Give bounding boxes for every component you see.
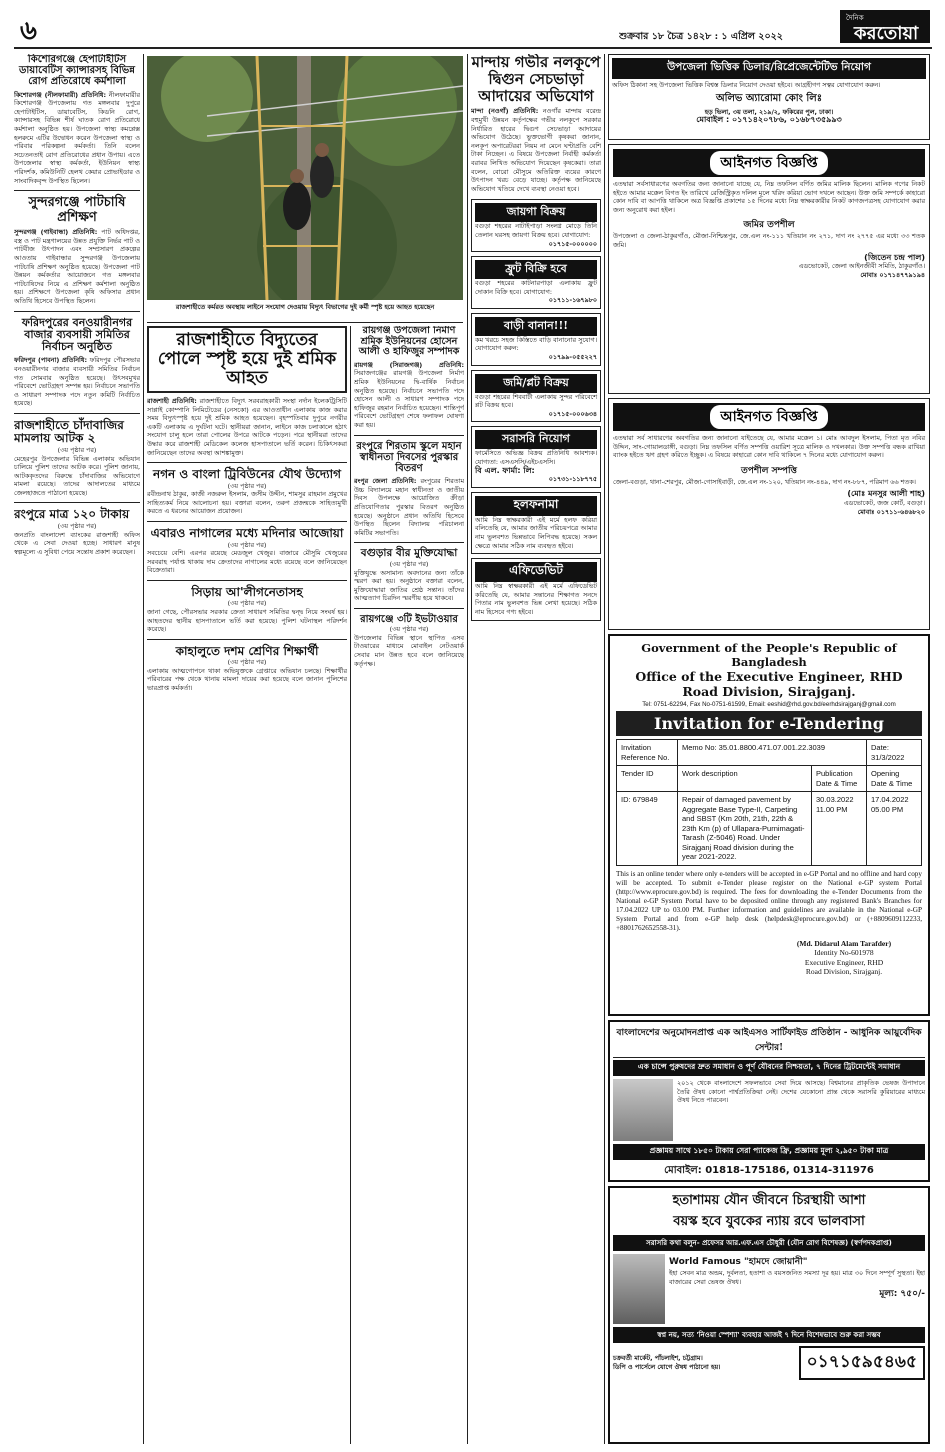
- tender-gov: Government of the People's Republic of Bangladesh: [641, 641, 897, 669]
- story-text: মুক্তিযুদ্ধে অসামান্য অবদানের জন্য তাঁকে স্মরণ করা হয়। অনুষ্ঠানে বক্তারা বলেন, মুক্তিযোদ্ধারা জাতির শ্রেষ্ঠ সন্তান। তাঁদের আত্মত্যাগ চিরদিন স্মরণীয় হয়ে থাকবে।: [354, 568, 464, 603]
- story-body: [147, 397, 347, 457]
- continuation-note: (৩য় পৃষ্ঠার পর): [389, 560, 429, 569]
- masthead-title: করতোয়া: [854, 23, 919, 43]
- story-headline: রংপুরে মাত্র ১২০ টাকায়: [14, 507, 130, 522]
- health-ad-offer: প্রজ্ঞাময় সাথে ১৮৫০ টাকায় সেরা প্যাকেজ ফ্রি, প্রজ্ঞাময় মূল্য ২,৯৫০ টাকা মাত্র: [613, 1144, 925, 1160]
- dealer-ad-text: অফিস ঠিকানা সহ উপজেলা ভিত্তিক বিশ্বস্ত ডিলার নিয়োগ দেওয়া হইবে। আগ্রহীগণ সত্বর যোগাযোগ করুন।: [612, 81, 881, 89]
- hope-ad-price: মূল্য: ৭৫০/-: [879, 1289, 925, 1300]
- news-photo-illustration: [147, 56, 463, 300]
- lead-headline-box: [147, 326, 347, 393]
- story-text: পাট অধিদপ্তর, বস্ত্র ও পাট মন্ত্রণালয়ের উন্নত প্রযুক্তি নির্ভর পাট ও পাটবীজ উৎপাদন এবং সম্প্রসারণ প্রকল্পের আওতায় গাইবান্ধার সুন্দরগঞ্জ উপজেলায় পাটচাষি প্রশিক্ষণ অনুষ্ঠিত হয়েছে। উপজেলা পাট উন্নয়ন কর্মকর্তার আয়োজনে গত মঙ্গলবার পাটচাষিদের নিয়ে এ প্রশিক্ষণ কর্মশালা অনুষ্ঠিত হয়। প্রশিক্ষণে উপজেলা কৃষি অফিসার প্রধান অতিথি হিসেবে উপস্থিত ছিলেন।: [14, 228, 140, 305]
- story-headline: মান্দায় গভীর নলকূপে দ্বিগুন সেচভাড়া আদায়ের অভিযোগ: [471, 54, 601, 105]
- header-rule: [14, 47, 932, 49]
- column-divider: [143, 54, 144, 1444]
- story-headline: ফরিদপুরের বনওয়ারীনগর বাজার ব্যবসায়ী সমিতির নির্বাচন অনুষ্ঠিত: [21, 315, 133, 354]
- continuation-note: (৩য় পৃষ্ঠার পর): [57, 521, 97, 530]
- tender-date: Date: 31/3/2022: [867, 740, 922, 766]
- tender-col-header: Opening Date & Time: [867, 766, 922, 792]
- story-headline: কিশোরগঞ্জে হেপাটাইটিস ডায়াবেটিস ক্যান্সারসহ বিভিন্ন রোগ প্রতিরোধে কর্মশালা: [19, 54, 135, 88]
- story-headline: বগুড়ার বীর মুক্তিযোদ্ধা: [360, 547, 458, 560]
- story-text: জানা গেছে, পৌরসভার সরকার ক্রেতা সাধারণ সমিতির দ্বন্দ্ব নিয়ে সংঘর্ষ হয়। আহতদের স্থানীয় হাসপাতালে ভর্তি করা হয়েছে। পুলিশ ঘটনাস্থল পরিদর্শন করেছে।: [147, 607, 347, 634]
- tender-ref-row: [617, 740, 922, 766]
- page-number: ৬: [20, 16, 37, 46]
- story-text: রংপুরের শিরতাম উচ্চ বিদ্যালয়ে মহান স্বাধীনতা ও জাতীয় দিবস উপলক্ষে আয়োজিত ক্রীড়া প্রতিযোগিতার পুরস্কার বিতরণ অনুষ্ঠিত হয়েছে। অনুষ্ঠানে প্রধান অতিথি হিসেবে উপস্থিত ছিলেন বিদ্যালয় পরিচালনা কমিটির সভাপতি।: [354, 477, 464, 537]
- story-text: সবচেয়ে বেশি। এরপর রয়েছে মেডজুল খেজুর। বাজারে মৌসুমি খেজুরের সরবরাহ পর্যাপ্ত থাকায় দাম ক্রেতাদের নাগালের মধ্যে রয়েছে বলে জানিয়েছেন বিক্রেতারা।: [147, 549, 347, 575]
- dealer-ad-title: উপজেলা ভিত্তিক ডিলার/রিপ্রেজেন্টেটিভ নিয়োগ: [612, 58, 926, 79]
- tender-memo: Memo No: 35.01.8800.471.07.001.22.3039: [678, 740, 867, 766]
- tender-signer: (Md. Didarul Alam Tarafder): [796, 938, 892, 948]
- classified-ad-phone: ০১৭৩১-১১৮৭৭৫: [548, 475, 597, 484]
- story-headline: রাজশাহীতে চাঁদাবাজির মামলায় আটক ২: [14, 418, 124, 446]
- health-ad-title: বাংলাদেশের অনুমোদনপ্রাপ্ত এক আইএসও সার্টিফাইড প্রতিষ্ঠান - আধুনিক আয়ুর্বেদিক সেন্টার!: [613, 1025, 925, 1058]
- classified-ad-title: জায়গা বিক্রয়: [475, 203, 597, 222]
- classified-ad: [471, 199, 601, 252]
- column-2: [147, 326, 347, 1444]
- story-headline: এবারও নাগালের মধ্যে মদিনার আজোয়া: [150, 526, 344, 541]
- tender-table: [616, 739, 922, 866]
- story-text: এলাকায় আত্মগোপনে থাকা অভিযুক্তকে গ্রেপ্তারে অভিযান চলছে। শিক্ষার্থীর পরিবারের পক্ষ থেকে থানায় মামলা দায়ের করা হয়েছে বলে জানান পুলিশের ভারপ্রাপ্ত কর্মকর্তা।: [147, 666, 347, 692]
- story-text: রবীন্দ্রনাথ ঠাকুর, কাজী নজরুল ইসলাম, জসীম উদ্দীন, শামসুর রাহমান প্রমুখের সাহিত্যকর্ম নিয়ে আলোচনা হয়। বক্তারা বলেন, তরুণ প্রজন্মকে সাহিত্যমুখী করতে এ ধরনের আয়োজন প্রয়োজন।: [147, 490, 347, 516]
- classified-ad-phone: ০১৭৯৯-০৫৫২২৭: [548, 353, 597, 362]
- story-text: মেহেরপুর উপজেলার বিভিন্ন এলাকায় অভিযান চালিয়ে পুলিশ তাদের আটক করে। পুলিশ জানায়, আটককৃতদের বিরুদ্ধে চাঁদাবাজির অভিযোগে মামলা রয়েছে। তাদের আদালতের মাধ্যমে জেলহাজতে পাঠানো হয়েছে।: [14, 454, 140, 497]
- news-photo: [147, 56, 463, 300]
- classified-ad-title: ফ্রুট বিক্রি হবে: [475, 260, 597, 279]
- tender-col-header: Publication Date & Time: [812, 766, 867, 792]
- legal-notice-title-text: আইনগত বিজ্ঞপ্তি: [710, 151, 827, 175]
- continuation-note: (৩য় পৃষ্ঠার পর): [57, 445, 97, 454]
- dealer-ad: [608, 54, 930, 140]
- classified-ad-phone: ০১৭১৫-০০০৬৩৪: [548, 409, 597, 418]
- hope-ad-delivery: ডিপি ও পার্সেলে যোগে ঔষধ পাঠানো হয়।: [613, 1363, 721, 1371]
- classified-ad-title: সরাসরি নিয়োগ: [475, 430, 597, 449]
- story-headline: রংপুরে শিরতাম স্কুলে মহান স্বাধীনতা দিবসের পুরস্কার বিতরণ: [356, 440, 462, 474]
- column-3: [354, 326, 464, 1444]
- classified-ad-title: বাড়ী বানান!!!: [475, 317, 597, 336]
- legal-notice: [608, 144, 930, 394]
- hope-ad-footer: [613, 1346, 925, 1380]
- story-byline: কিশোরগঞ্জ (নীলফামারী) প্রতিনিধি:: [14, 90, 107, 99]
- tender-post: Executive Engineer, RHD: [804, 957, 884, 967]
- tender-contacts: Tel: 0751-62294, Fax No-0751-61599, Email: eeshid@rhd.gov.bd/eerhdsirajganj@gmail.com: [642, 701, 896, 708]
- story-text: সিরাজগঞ্জের রায়গঞ্জ উপজেলা নির্মাণ শ্রমিক ইউনিয়নের দ্বি-বার্ষিক নির্বাচন অনুষ্ঠিত হয়েছে। নির্বাচনে সভাপতি পদে হোসেন আলী ও সাধারণ সম্পাদক পদে হাফিজুর রহমান নির্বাচিত হয়েছেন। শান্তিপূর্ণ পরিবেশে ভোটগ্রহণ শেষে ফলাফল ঘোষণা করা হয়।: [354, 369, 464, 430]
- story-byline: মান্দা (নওগাঁ) প্রতিনিধি:: [471, 107, 539, 116]
- doctor-photo: [613, 1254, 665, 1324]
- hope-ad-bottom-line: স্বপ্ন নয়, সত্য 'নিওয়া স্পেশ্যা' ব্যবহার আজই ৭ দিনে বিশেষভাবে শুরু করা সম্ভব: [613, 1327, 925, 1343]
- tender-id: ID: 679849: [617, 792, 678, 866]
- story-body: [354, 477, 464, 537]
- health-ad-phone: মোবাইল: 01818-175186, 01314-311976: [664, 1165, 874, 1176]
- story-body: [354, 361, 464, 430]
- classified-ad-title: জমি/প্লট বিক্রয়: [475, 374, 597, 393]
- classified-ad-text: ফার্মেসিতে অভিজ্ঞ বিক্রয় প্রতিনিধি আবশ্যক। যোগ্যতা: এসএসসি/এইচএসসি।: [475, 449, 597, 467]
- tender-notice: [608, 634, 930, 1016]
- story-text: নীলফামারীর কিশোরগঞ্জ উপজেলায় গত মঙ্গলবার দুপুরে হেপাটাইটিস, ডায়াবেটিস, কিডনি রোগ, ক্যান্সারসহ বিভিন্ন শীর্ষ ঘাতক রোগ প্রতিরোধে কর্মশালা অনুষ্ঠিত হয়। উপজেলা স্বাস্থ্য কমপ্লেক্স হলরুমে এটির উদ্বোধন করেন উপজেলা স্বাস্থ্য ও পরিবার পরিকল্পনা কর্মকর্তা। তিনি বলেন সচেতনতাই রোগ প্রতিরোধের প্রধান উপায়। এতে উপজেলার স্বাস্থ্য কর্মকর্তা, ইউনিয়ন স্বাস্থ্য পরিদর্শক, কমিউনিটি হেলথ কেয়ার প্রোভাইডার ও সাংবাদিকবৃন্দ উপস্থিত ছিলেন।: [14, 90, 140, 185]
- classified-ad: [471, 256, 601, 309]
- page-header: [14, 8, 932, 46]
- signer-name: (মোঃ মনসুর আলী শাহ): [847, 489, 925, 499]
- tender-banner: Invitation for e-Tendering: [616, 711, 922, 736]
- tender-publication: 30.03.2022 11.00 PM: [812, 792, 867, 866]
- classified-ad-text: বগুড়া শহরের কাটনারপাড়া এলাকায় ফ্রুট দোকান বিক্রি হবে। যোগাযোগ:: [475, 279, 597, 296]
- tender-division: Road Division, Sirajganj.: [682, 684, 856, 699]
- legal-ad-text: আমি নিম্ন স্বাক্ষরকারী এই মর্মে হলফ করিয়া বলিতেছি যে, আমার জাতীয় পরিচয়পত্রে আমার নাম ভুলবশত ভিন্নভাবে লিপিবদ্ধ হয়েছে। সকল ক্ষেত্রে আমার সঠিক নাম ব্যবহৃত হইবে।: [475, 515, 597, 550]
- legal-ad: [471, 492, 601, 554]
- health-ad-content: [613, 1079, 925, 1141]
- classified-ad-phone: ০১৭১১-১৬৭৯৮০: [548, 296, 597, 305]
- schedule-text: জেলা-বগুড়া, থানা-শেরপুর, মৌজা-গোসাইবাড়ী, জে.এল নং-১২০, খতিয়ান নং-৪৪৯, দাগ নং-৮৮৭, পরিমাণ ৬৬ শতক।: [613, 477, 916, 486]
- story-body: [14, 228, 140, 305]
- story-byline: সুন্দরগঞ্জ (গাইবান্ধা) প্রতিনিধি:: [14, 228, 98, 237]
- story-byline: রাজশাহী প্রতিনিধি:: [147, 397, 197, 406]
- hope-ad-product-text: ইহা সেবন মাত্র অন্ডম, দুর্বলতা, হতাশা ও বয়সজনিত সমস্যা দূর হয়। মাত্র ৩০ দিনে সম্পূর্ণ সুস্থতা। ইহা বাজারের সেরা ভেষজ ঔষধ।: [669, 1269, 925, 1286]
- hope-ad-product-title: World Famous "হামদে জোয়ানী": [669, 1257, 808, 1267]
- hope-ad-phone: ০১৭১৫৯৫৪৬৫: [799, 1346, 925, 1380]
- story-text: রাজশাহীতে বিদ্যুৎ সরবরাহকারী সংস্থা নর্দান ইলেকট্রিসিটি সাপ্লাই কোম্পানি লিমিটেডের (নেসকো) এর আওতাধীন এলাকায় কাজ করার সময় বিদ্যুৎস্পৃষ্ট হয়ে দুই শ্রমিক আহত হয়েছেন। বৃহস্পতিবার দুপুরে নগরীর একটি এলাকায় এ দুর্ঘটনা ঘটে। স্থানীয়রা জানান, লাইনে কাজ চলাকালে হঠাৎ সংযোগ চালু হলে তারা পোলের উপরে আটকে পড়েন। পরে স্থানীয়রা তাদের উদ্ধার করে রাজশাহী মেডিকেল কলেজ হাসপাতালে ভর্তি করেন। চিকিৎসকরা জানিয়েছেন তাদের অবস্থা আশঙ্কামুক্ত।: [147, 397, 347, 457]
- health-ad: [608, 1020, 930, 1182]
- hope-ad-address: চক্রবর্তী মার্কেট, পাঁচলাইশ, চট্টগ্রাম।: [613, 1354, 703, 1363]
- legal-notice-text: এতদ্বারা সর্ব সাধারণের অবগতির জন্য জানানো যাইতেছে যে, আমার মক্কেল ১। মোঃ আবদুল ইসলাম, পিতা মৃত নবির উদ্দিন, সাং-গোয়ালডাঙ্গী, বগুড়া। নিম্ন তফসিল বর্ণিত সম্পত্তি ওয়ারিশ সূত্রে মালিক ও দখলকার। উক্ত সম্পত্তি বন্ধক রাখিয়া ব্যাংক হইতে ঋণ গ্রহণ করিতে ইচ্ছুক। এ বিষয়ে কাহারো কোন দাবি থাকিলে ৭ দিনের মধ্যে যোগাযোগ করুন।: [613, 434, 925, 460]
- masthead-logo: [840, 10, 930, 43]
- tender-signature: [766, 939, 922, 977]
- continuation-note: (৩য় পৃষ্ঠার পর): [227, 658, 267, 667]
- continuation-note: (৩য় পৃষ্ঠার পর): [227, 481, 267, 490]
- story-headline: সুন্দরগঞ্জে পাটচাষি প্রশিক্ষণ: [28, 195, 126, 225]
- classified-ad: [471, 426, 601, 487]
- story-headline: নগন ও বাংলা ট্রিবিউনের যৌথ উদ্যোগ: [153, 467, 341, 482]
- continuation-note: (৩য় পৃষ্ঠার পর): [227, 540, 267, 549]
- hope-ad: [608, 1186, 930, 1444]
- classified-ad-text: কম খরচে সহজ কিস্তিতে বাড়ি বানানোর সুযোগ। যোগাযোগ করুন:: [475, 335, 597, 353]
- story-byline: ফরিদপুর (পাবনা) প্রতিনিধি:: [14, 356, 87, 365]
- health-ad-subtitle: এক চান্সে পুরুষদের দ্রুত সমাধান ও পূর্ণ যৌবনের নিশ্চয়তা, ৭ দিনের ট্রিটমেন্টেই সমাধান: [613, 1060, 925, 1076]
- column-1: [14, 54, 140, 1444]
- hope-ad-line2: বয়স্ক হবে যুবকের ন্যায় রবে ভালবাসা: [673, 1214, 865, 1229]
- tender-place: Road Division, Sirajganj.: [805, 967, 883, 976]
- schedule-title: তপশীল সম্পত্তি: [741, 465, 797, 476]
- legal-notice-title: [613, 403, 925, 431]
- story-body: [14, 356, 140, 408]
- continuation-note: (৩য় পৃষ্ঠার পর): [227, 599, 267, 608]
- photo-bottom-rule: [147, 322, 463, 323]
- classified-ad-text: বগুড়া শহরের শিববাটী এলাকায় সুন্দর পরিবেশে প্লট বিক্রয় হবে।: [475, 392, 597, 410]
- schedule-text: উপজেলা ও জেলা-ঠাকুরগাঁও, মৌজা-নিশ্চিন্তপুর, জে.এল নং-১১১ খতিয়ান নং ২৭১, দাগ নং ২৭৭৫ এর মধ্যে ৩৩ শতক জমি।: [613, 232, 925, 249]
- legal-notice-signature: [613, 254, 925, 280]
- legal-ad-text: আমি নিম্ন স্বাক্ষরকারী এই মর্মে এফিডেভিট করিতেছি যে, আমার সন্তানের শিক্ষাগত সনদে পিতার নাম ভুলবশত ভিন্ন লেখা হয়েছে। সঠিক নাম হিসেবে গণ্য হইবে।: [475, 582, 597, 616]
- hope-ad-strip: সরাসরি কথা বলুন- প্রফেসর আর.এফ.এস চৌধুরী (যৌন রোগ বিশেষজ্ঞ) (স্বর্ণপদকপ্রাপ্ত): [613, 1235, 925, 1251]
- story-headline: সিড়ায় আ'লীগনেতাসহ: [191, 584, 303, 599]
- tender-note: This is an online tender where only e-tenders will be accepted in e-GP Portal and no offline and hard copy will be accepted. To submit e-Tender please register on the National e-GP system Portal (http://www.eprocure.gov.bd) is required. The fees for downloading the e-Tender Documents from the National e-GP System Portal have to be deposited online through any registered Bank's Branches for 17.04.2022 UP to 03.00 PM. Further information and guidelines are available in the National e-GP System Portal and from e-GP help desk (helpdesk@eprocure.gov.bd) or (+8809609112233, +8801762652558-31).: [616, 869, 922, 932]
- classified-ad-phone: ০১৭১৫-০০০০০০: [548, 239, 597, 248]
- hope-ad-line1: হতাশাময় যৌন জীবনে চিরস্থায়ী আশা: [672, 1193, 866, 1208]
- story-body: [14, 91, 140, 186]
- photo-caption: রাজশাহীতে কর্মরত অবস্থায় লাইনে সংযোগ দেওয়ায় বিদ্যুৎ বিভাগের দুই কর্মী স্পৃষ্ট হয়ে আহত হয়েছেন: [175, 303, 435, 311]
- classified-ad: [471, 313, 601, 366]
- classified-ad-text: বগুড়া শহরের নাটাইপাড়া সংলগ্ন মোড়ে তিনি তেলান ঘরসহ জায়গা বিক্রয় হবে। যোগাযোগ:: [475, 222, 597, 239]
- story-text: উপজেলার বিভিন্ন স্থানে স্থাপিত এসব টাওয়ারের মাধ্যমে মোবাইল নেটওয়ার্ক সেবার মান উন্নত হবে বলে জানিয়েছে কর্তৃপক্ষ।: [354, 633, 464, 668]
- tender-office: Office of the Executive Engineer, RHD: [635, 669, 903, 684]
- masthead-small: দৈনিক: [846, 14, 864, 22]
- schedule-title: জমির তপশীল: [743, 220, 795, 231]
- legal-notice: [608, 398, 930, 630]
- classified-ad: [471, 370, 601, 423]
- legal-notice-title: [613, 149, 925, 177]
- story-headline: রায়গঞ্জ উপজেলা নির্মাণ শ্রমিক ইউনিয়নের হোসেন আলী ও হাফিজুর সম্পাদক: [358, 326, 460, 358]
- tender-identity: Identity No-601978: [814, 948, 874, 957]
- signer-phone: মোবাঃ ০১৭১৪৭৭৯১৯৪: [860, 270, 925, 279]
- dealer-ad-company: অলিভ অ্যারোমা কোং লিঃ: [715, 92, 823, 104]
- story-text: জনপ্রতি বাংলাদেশ ব্যাংকের রাজশাহী অফিস থেকে এ সেবা দেওয়া হচ্ছে। সাধারণ মানুষ স্বল্পমূল্যে এ সুবিধা পেয়ে সন্তোষ প্রকাশ করেছেন।: [14, 530, 140, 556]
- tender-ref-label: Invitation Reference No.: [617, 740, 678, 766]
- legal-ad-title: হলফনামা: [475, 496, 597, 516]
- legal-ad: [471, 558, 601, 620]
- dealer-ad-address: হড় ভিলা, ৩য় তলা, ২১৯/২, ফকিরের পুল, ঢাকা।: [704, 107, 834, 116]
- health-ad-text: ২০১২ থেকে বাংলাদেশে সফলভাবে সেবা দিয়ে আসছে। বিশ্বমানের প্রাকৃতিক ভেষজ উপাদানে তৈরি ঔষধ কোনো পার্শ্বপ্রতিক্রিয়া নেই। দেশের যেকোনো প্রান্ত থেকে সরাসরি কুরিয়ারের মাধ্যমে ঔষধ নিতে পারবেন।: [677, 1079, 925, 1105]
- column-divider: [467, 54, 468, 1444]
- story-headline: কাহালুতে দশম শ্রেণির শিক্ষার্থী: [175, 643, 319, 658]
- tender-header-row: [617, 766, 922, 792]
- column-divider: [604, 54, 605, 1444]
- story-text: নওগাঁর মান্দায় বরেন্দ্র বহুমুখী উন্নয়ন কর্তৃপক্ষের গভীর নলকূপে সরকার নির্ধারিত হারের দ্বিগুণ সেচভাড়া আদায়ের অভিযোগ উঠেছে। ভুক্তভোগী কৃষকরা জানান, নলকূপ অপারেটররা নিয়ম না মেনে ঘণ্টাপ্রতি বেশি টাকা নিচ্ছেন। এ বিষয়ে উপজেলা নির্বাহী কর্মকর্তা বরাবর লিখিত অভিযোগ দিয়েছেন কৃষকেরা। তারা বলেন, বোরো মৌসুমে অতিরিক্ত ব্যয়ের কারণে উৎপাদন খরচ বেড়ে যাচ্ছে। কর্তৃপক্ষ জানিয়েছে অভিযোগ খতিয়ে দেখে ব্যবস্থা নেওয়া হবে।: [471, 107, 601, 193]
- tender-col-header: Tender ID: [617, 766, 678, 792]
- legal-notice-signature: [613, 490, 925, 516]
- dealer-ad-phone: মোবাইল : ০১৭১৪২০৭৮৬, ০১৬৮৭৩৫৯৯৩: [696, 115, 842, 125]
- legal-ad-title: এফিডেভিট: [475, 562, 597, 582]
- signer-name: (জিতেন চন্দ্র পাল): [864, 252, 925, 262]
- column-4: [471, 54, 601, 1444]
- story-byline: রায়গঞ্জ (সিরাজগঞ্জ) প্রতিনিধি:: [354, 360, 464, 369]
- tender-opening: 17.04.2022 05.00 PM: [867, 792, 922, 866]
- story-byline: রংপুর জেলা প্রতিনিধি:: [354, 477, 417, 486]
- signer-role: এডভোকেট, জজ কোর্ট, বগুড়া।: [843, 498, 925, 507]
- tender-description: Repair of damaged pavement by Aggregate Base Type-II, Carpeting and SBST (Km 20th, 21th, 22th & 23th Km (p) of Ullapara-Purnimagati-Tarash (Z-5046) Road. Under Sirajganj Road division during the year 2021-2022.: [678, 792, 812, 866]
- signer-role: এডভোকেট, জেলা আইনজীবী সমিতি, ঠাকুরগাঁও।: [798, 262, 925, 271]
- story-text: ফরিদপুর পৌরসভার বনওয়ারীনগর বাজার ব্যবসায়ী সমিতির নির্বাচন গত সোমবার অনুষ্ঠিত হয়েছে। উৎসবমুখর পরিবেশে ভোটগ্রহণ সম্পন্ন হয়। নির্বাচনে সভাপতি ও সাধারণ সম্পাদক পদে নতুন কমিটি নির্বাচিত হয়েছে।: [14, 356, 140, 408]
- dateline: শুক্রবার ১৮ চৈত্র ১৪২৮ : ১ এপ্রিল ২০২২: [619, 31, 783, 42]
- tender-col-header: Work description: [678, 766, 812, 792]
- legal-notice-text: এতদ্বারা সর্বসাধারণের অবগতির জন্য জানানো যাচ্ছে যে, নিম্ন তফসিল বর্ণিত জমির মালিক ছিলেন। মালিক গণের নিকট হইতে আমার মক্কেল বিগত ইং তারিখে রেজিস্ট্রিকৃত দলিল মূলে খরিদ করিয়া ভোগ দখলে আছেন। উক্ত জমি সম্পর্কে কাহারো কোন দাবি বা আপত্তি থাকিলে অত্র বিজ্ঞপ্তি প্রকাশের ১৫ দিনের মধ্যে নিম্ন স্বাক্ষরকারীর নিকট কাগজপত্রসহ যোগাযোগ করার জন্য অনুরোধ করা হইল।: [613, 180, 925, 214]
- tender-row: [617, 792, 922, 866]
- column-divider: [350, 326, 351, 1444]
- legal-notice-title-text: আইনগত বিজ্ঞপ্তি: [710, 405, 827, 429]
- story-headline: রায়গঞ্জে ৩টি ইভটাওয়ার: [360, 614, 458, 626]
- classified-ad-company: বি এল. ফার্মা: লি:: [475, 465, 535, 475]
- product-image: [613, 1079, 673, 1141]
- story-body: [471, 107, 601, 193]
- lead-headline: রাজশাহীতে বিদ্যুতের পোলে স্পৃষ্ট হয়ে দুই শ্রমিক আহত: [157, 330, 337, 389]
- signer-phone: মোবাঃ ০১৭১১-৬৪৬৮২০: [857, 507, 925, 516]
- continuation-note: (৩য় পৃষ্ঠার পর): [389, 625, 429, 634]
- hope-ad-product: [613, 1254, 925, 1324]
